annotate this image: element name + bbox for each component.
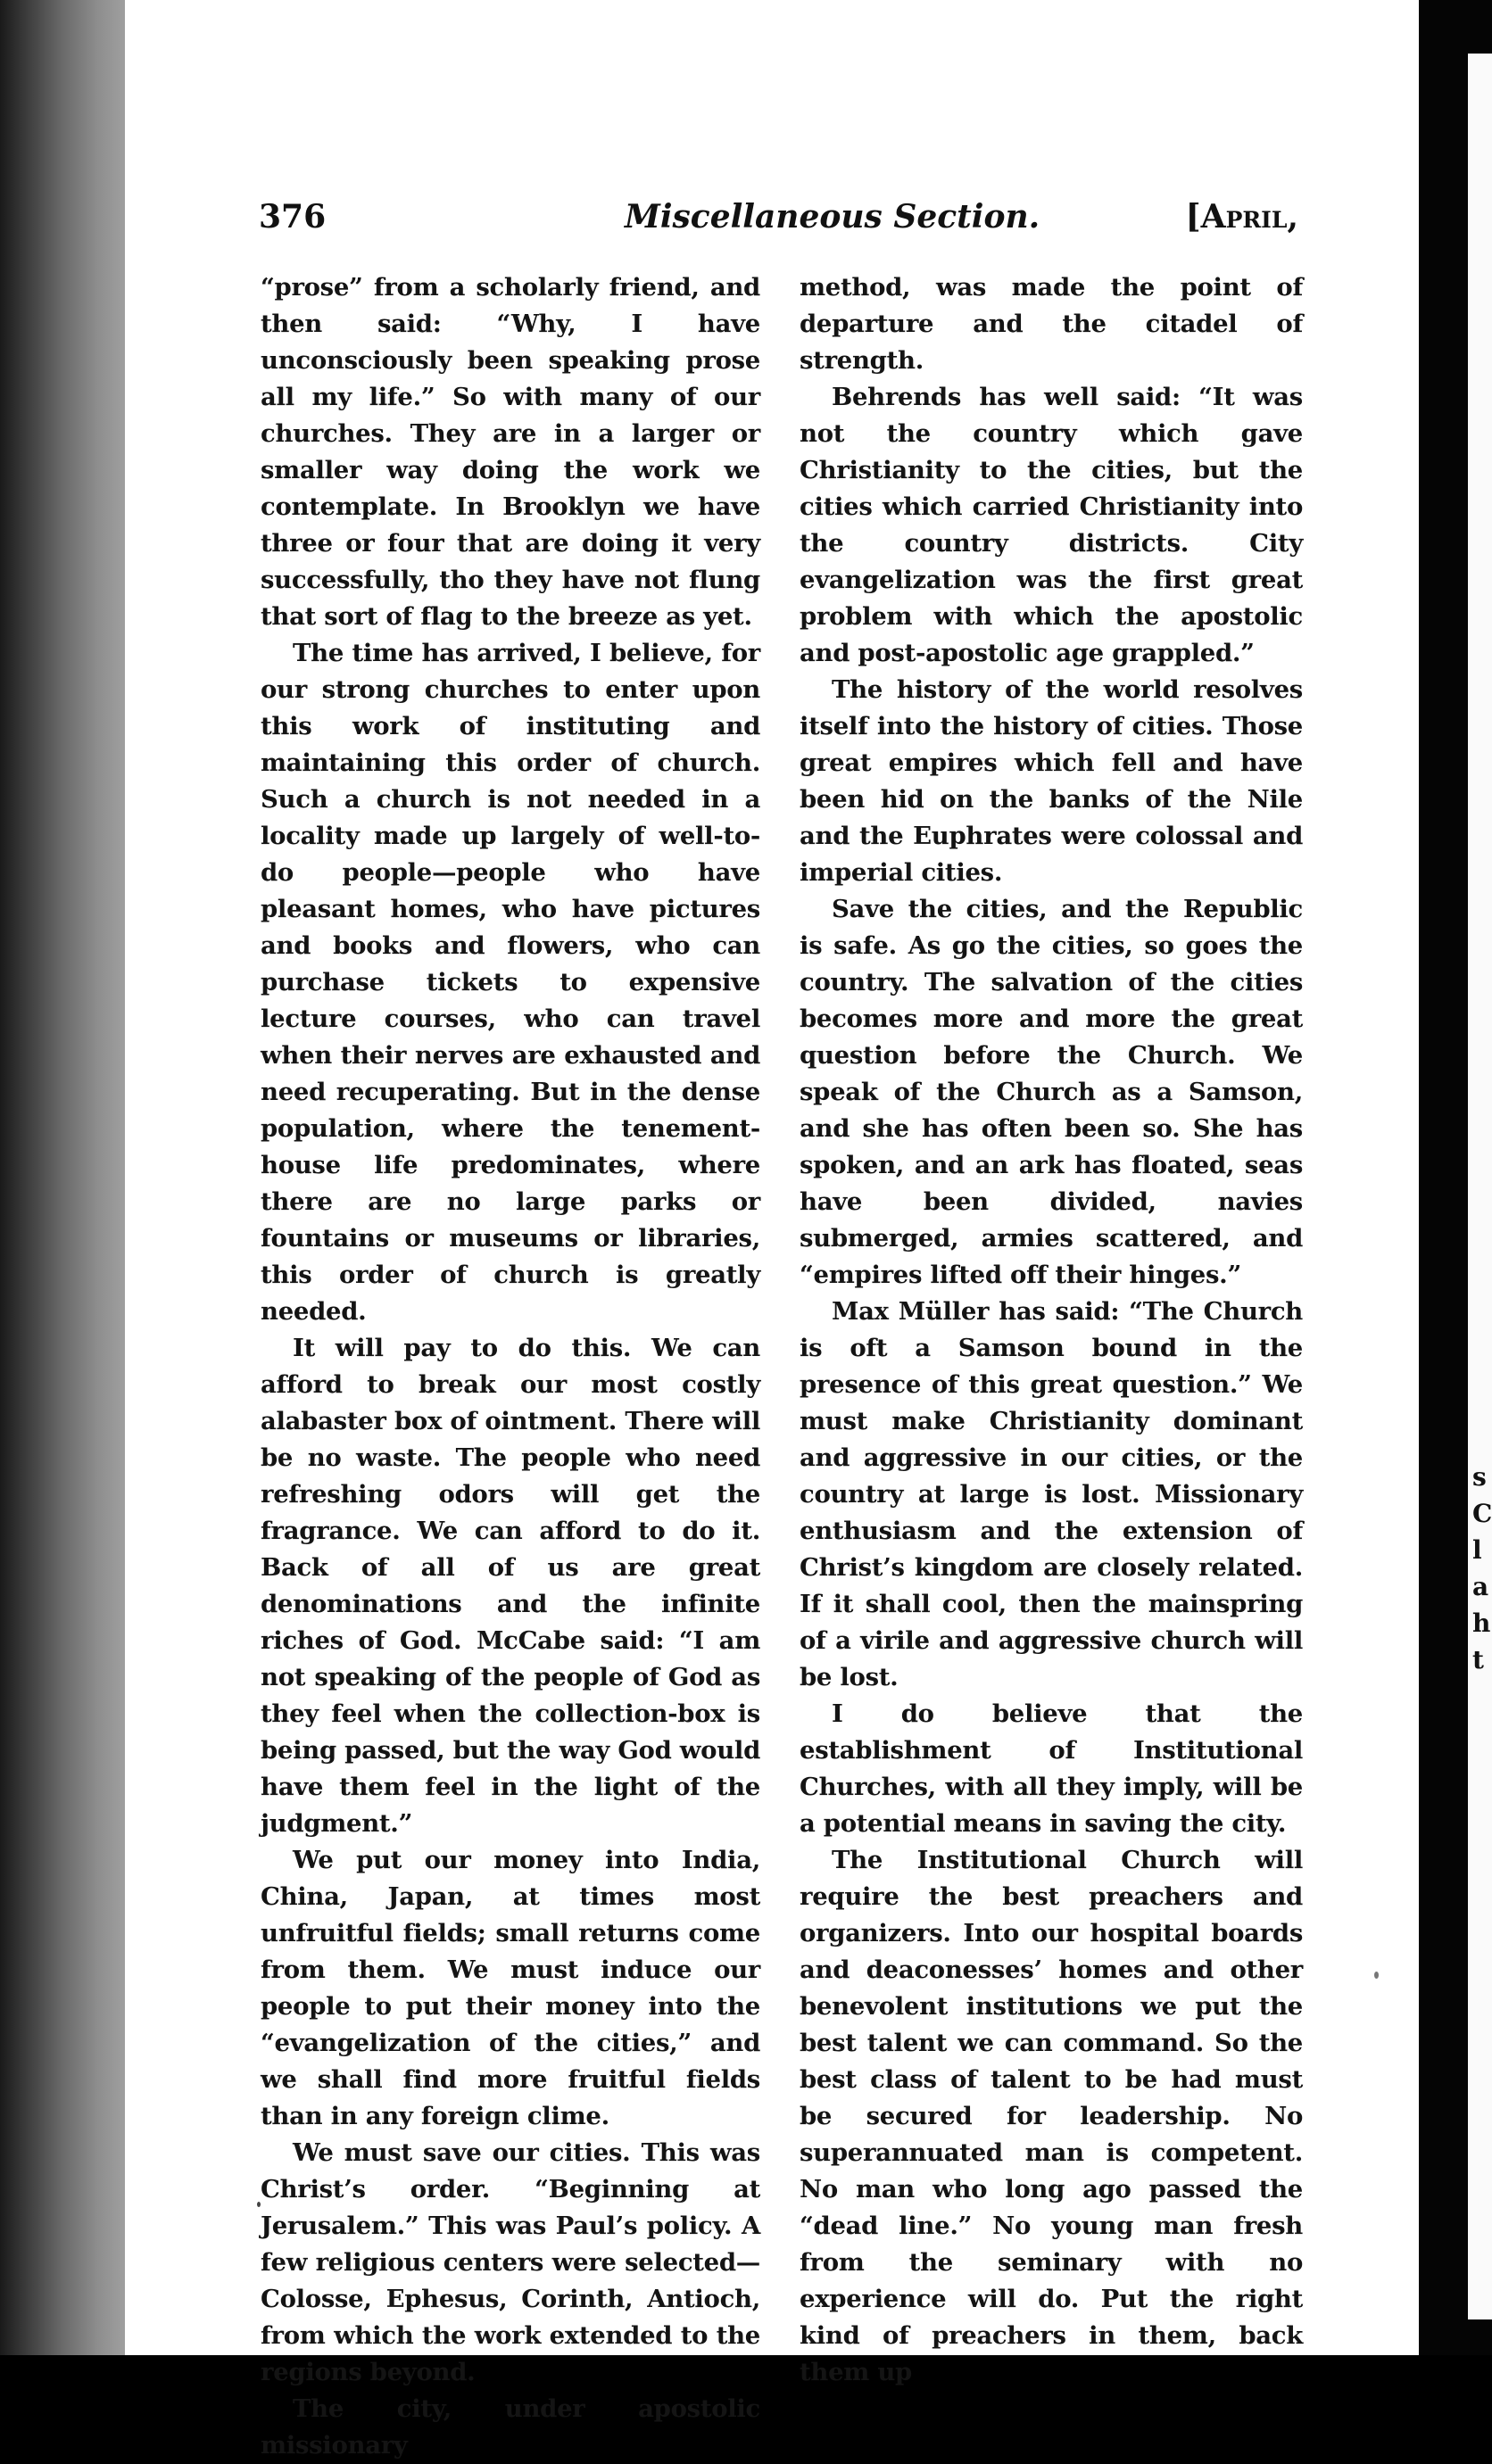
right-column: [800, 269, 1303, 2391]
paragraph: We put our money into India, China, Japan, at times most unfruitful fields; small returns come from them. We must induce our people to put their money into the “evangelization of the cities,” and we shall find more fruitful fields than in any foreign clime.: [261, 1846, 760, 2130]
next-page-fragment: s C l a h t: [1472, 1462, 1492, 1674]
paragraph: Max Müller has said: “The Church is oft a Samson bound in the presence of this great question.” We must make Christianity dominant and aggressive in our cities, or the country at large is lost. Missionary enthusiasm and the extension of Christ’s kingdom are closely related. If it shall cool, then the mainspring of a virile and aggressive church will be lost.: [800, 1297, 1303, 1691]
paragraph: method, was made the point of departure and the citadel of strength.: [800, 273, 1303, 375]
section-title: Miscellaneous Section.: [625, 198, 1040, 236]
paragraph: The time has arrived, I believe, for our strong churches to enter upon this work of instituting and maintaining this order of church. Such a church is not needed in a locality made up largely of well-to-do people—people who have pleasant homes, who have pictures and books and flowers, who can purchase tickets to expensive lecture courses, who can travel when their nerves are exhausted and need recuperating. But in the dense population, where the tenement-house life predominates, where there are no large parks or fountains or museums or libraries, this order of church is greatly needed.: [261, 639, 760, 1326]
month-label: [April,: [1185, 198, 1298, 236]
paragraph: Save the cities, and the Republic is safe. As go the cities, so goes the country. The salvation of the cities becomes more and more the great question before the Church. We speak of the Church as a Samson, and she has often been so. She has spoken, and an ark has floated, seas have been divided, navies submerged, armies scattered, and “empires lifted off their hinges.”: [800, 895, 1303, 1289]
paragraph: Behrends has well said: “It was not the country which gave Christianity to the cities, but the cities which carried Christianity into the country districts. City evangelization was the first great problem with which the apostolic and post-apostolic age grappled.”: [800, 383, 1303, 667]
left-column: [261, 269, 760, 2464]
binding-gutter: [0, 0, 134, 2355]
ink-speck: [257, 2202, 261, 2207]
paragraph: It will pay to do this. We can afford to break our most costly alabaster box of ointment. There will be no waste. The people who need refreshing odors will get the fragrance. We can afford to do it. Back of all of us are great denominations and the infinite riches of God. McCabe said: “I am not speaking of the people of God as they feel when the collection-box is being passed, but the way God would have them feel in the light of the judgment.”: [261, 1334, 760, 1838]
ink-speck: [1374, 1972, 1379, 1979]
paragraph: The Institutional Church will require the best preachers and organizers. Into our hospital boards and deaconesses’ homes and other benevolent institutions we put the best talent we can command. So the best class of talent to be had must be secured for leadership. No superannuated man is competent. No man who long ago passed the “dead line.” No young man fresh from the seminary with no experience will do. Put the right kind of preachers in them, back them up: [800, 1846, 1303, 2386]
next-page-strip: [1468, 54, 1492, 2319]
running-head: [259, 198, 1298, 243]
paragraph: The history of the world resolves itself into the history of cities. Those great empires which fell and have been hid on the banks of the Nile and the Euphrates were colossal and imperial cities.: [800, 675, 1303, 887]
paragraph: I do believe that the establishment of Institutional Churches, with all they imply, will be a potential means in saving the city.: [800, 1699, 1303, 1838]
paragraph: We must save our cities. This was Christ’s order. “Beginning at Jerusalem.” This was Paul’s policy. A few religious centers were selected—Colosse, Ephesus, Corinth, Antioch, from which the work extended to the regions beyond.: [261, 2138, 760, 2386]
page-number: 376: [259, 198, 327, 236]
paragraph: “prose” from a scholarly friend, and then said: “Why, I have unconsciously been speaking prose all my life.” So with many of our churches. They are in a larger or smaller way doing the work we contemplate. In Brooklyn we have three or four that are doing it very successfully, tho they have not flung that sort of flag to the breeze as yet.: [261, 273, 760, 631]
paragraph: The city, under apostolic missionary: [261, 2394, 760, 2460]
